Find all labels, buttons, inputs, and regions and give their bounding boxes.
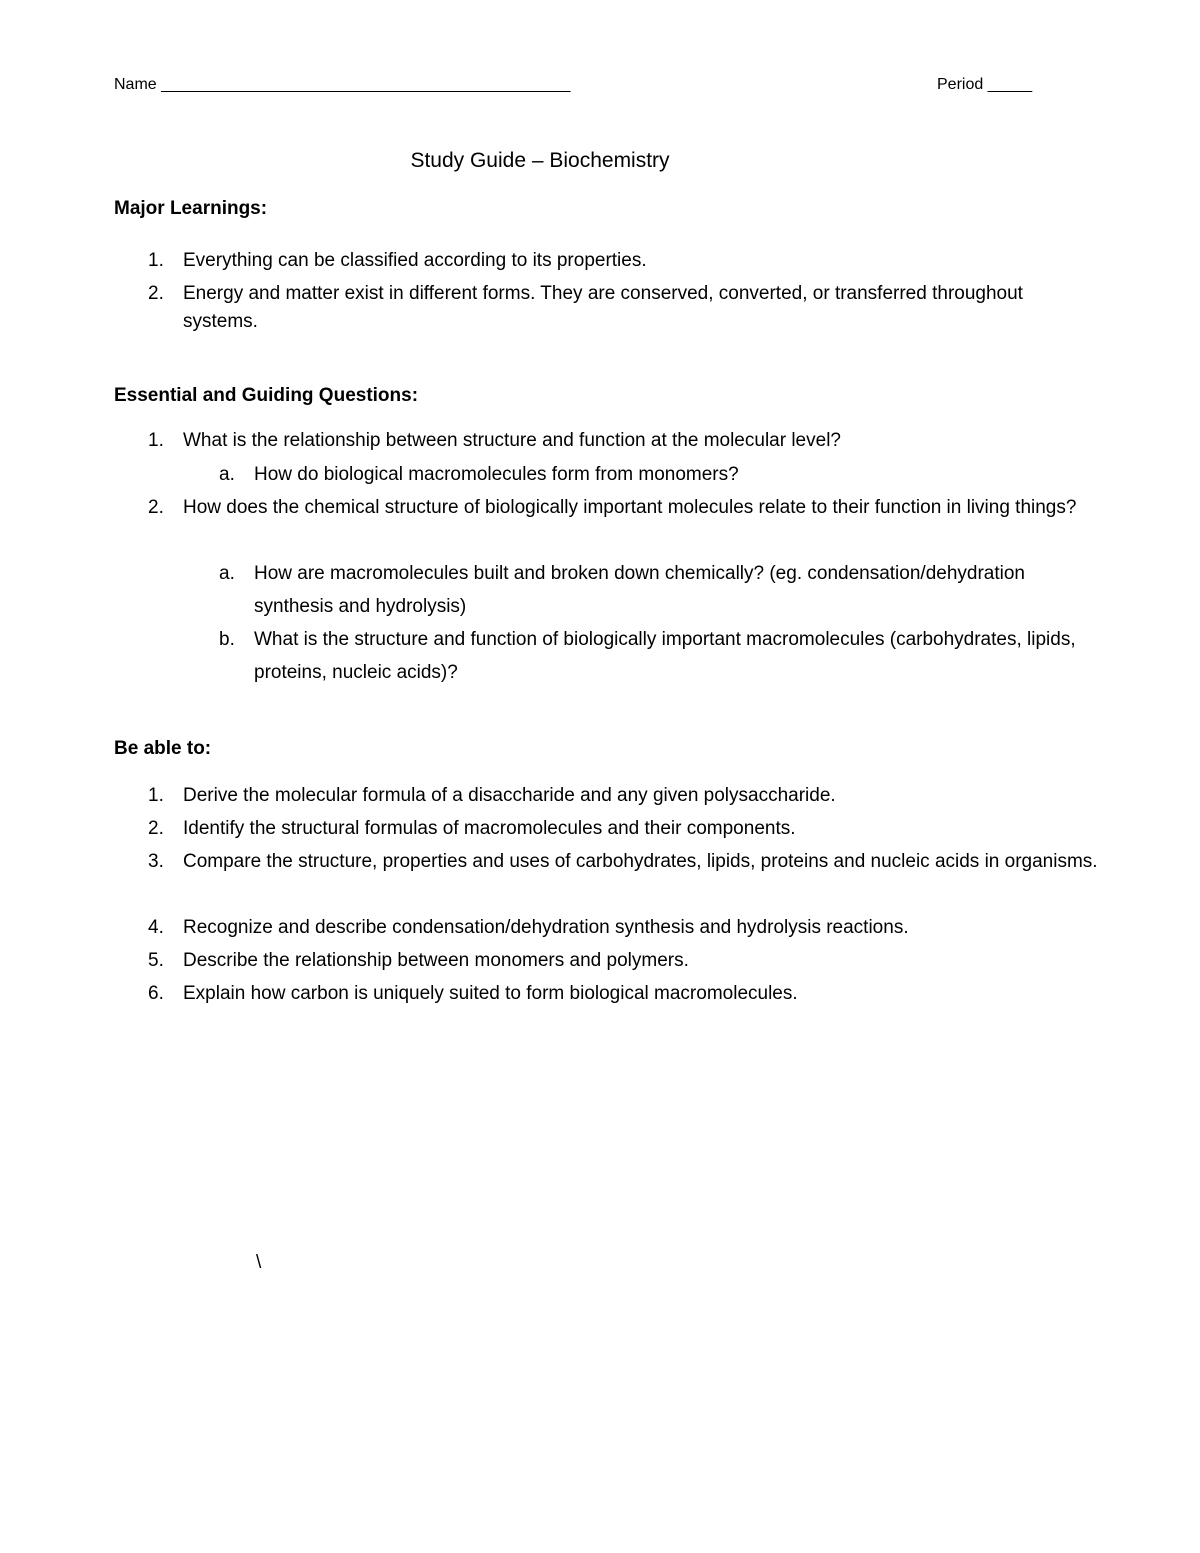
name-field-label: Name ______________________________________________: [114, 76, 571, 93]
list-number: 2.: [148, 497, 164, 518]
be-able-to-heading: Be able to:: [114, 738, 212, 759]
major-learnings-item: [148, 280, 1098, 336]
major-learnings-heading: Major Learnings:: [114, 198, 268, 219]
list-text: What is the relationship between structure and function at the molecular level?: [183, 430, 841, 451]
list-text: Identify the structural formulas of macromolecules and their components.: [183, 818, 796, 839]
page-title: Study Guide – Biochemistry: [410, 149, 670, 172]
list-text: Energy and matter exist in different forms. They are conserved, converted, or transferred throughout systems.: [183, 283, 1023, 332]
list-text: Compare the structure, properties and uses of carbohydrates, lipids, proteins and nucleic acids in organisms.: [183, 851, 1098, 872]
list-number: 6.: [148, 983, 164, 1004]
be-able-to-item: [148, 977, 1098, 1010]
list-letter: a.: [219, 563, 235, 584]
list-letter: b.: [219, 629, 235, 650]
be-able-to-item: [148, 779, 1098, 812]
list-text: Recognize and describe condensation/dehydration synthesis and hydrolysis reactions.: [183, 917, 909, 938]
list-number: 3.: [148, 851, 164, 872]
list-text: What is the structure and function of biologically important macromolecules (carbohydrates, lipids, proteins, nucleic acids)?: [254, 629, 1076, 683]
essential-questions-heading: Essential and Guiding Questions:: [114, 385, 419, 406]
list-number: 2.: [148, 283, 164, 304]
be-able-to-item: [148, 845, 1098, 878]
essential-question-item: [148, 426, 1098, 456]
list-letter: a.: [219, 464, 235, 485]
stray-backslash: \: [256, 1252, 262, 1273]
be-able-to-item: [148, 911, 1098, 944]
essential-question-subitem: [219, 557, 1099, 623]
list-text: Explain how carbon is uniquely suited to form biological macromolecules.: [183, 983, 798, 1004]
list-text: Everything can be classified according to its properties.: [183, 250, 647, 271]
list-text: How do biological macromolecules form from monomers?: [254, 464, 739, 485]
essential-question-item: [148, 491, 1098, 524]
list-text: Describe the relationship between monomers and polymers.: [183, 950, 689, 971]
list-number: 5.: [148, 950, 164, 971]
list-number: 2.: [148, 818, 164, 839]
list-number: 1.: [148, 785, 164, 806]
be-able-to-item: [148, 812, 1098, 845]
be-able-to-item: [148, 944, 1098, 977]
list-text: How does the chemical structure of biologically important molecules relate to their function in living things?: [183, 497, 1077, 518]
list-number: 4.: [148, 917, 164, 938]
list-text: How are macromolecules built and broken down chemically? (eg. condensation/dehydration synthesis and hydrolysis): [254, 563, 1025, 617]
essential-question-subitem: [219, 458, 1099, 491]
list-number: 1.: [148, 430, 164, 451]
list-text: Derive the molecular formula of a disaccharide and any given polysaccharide.: [183, 785, 836, 806]
essential-question-subitem: [219, 623, 1099, 689]
list-number: 1.: [148, 250, 164, 271]
major-learnings-item: [148, 246, 1098, 276]
period-field-label: Period _____: [937, 76, 1033, 93]
